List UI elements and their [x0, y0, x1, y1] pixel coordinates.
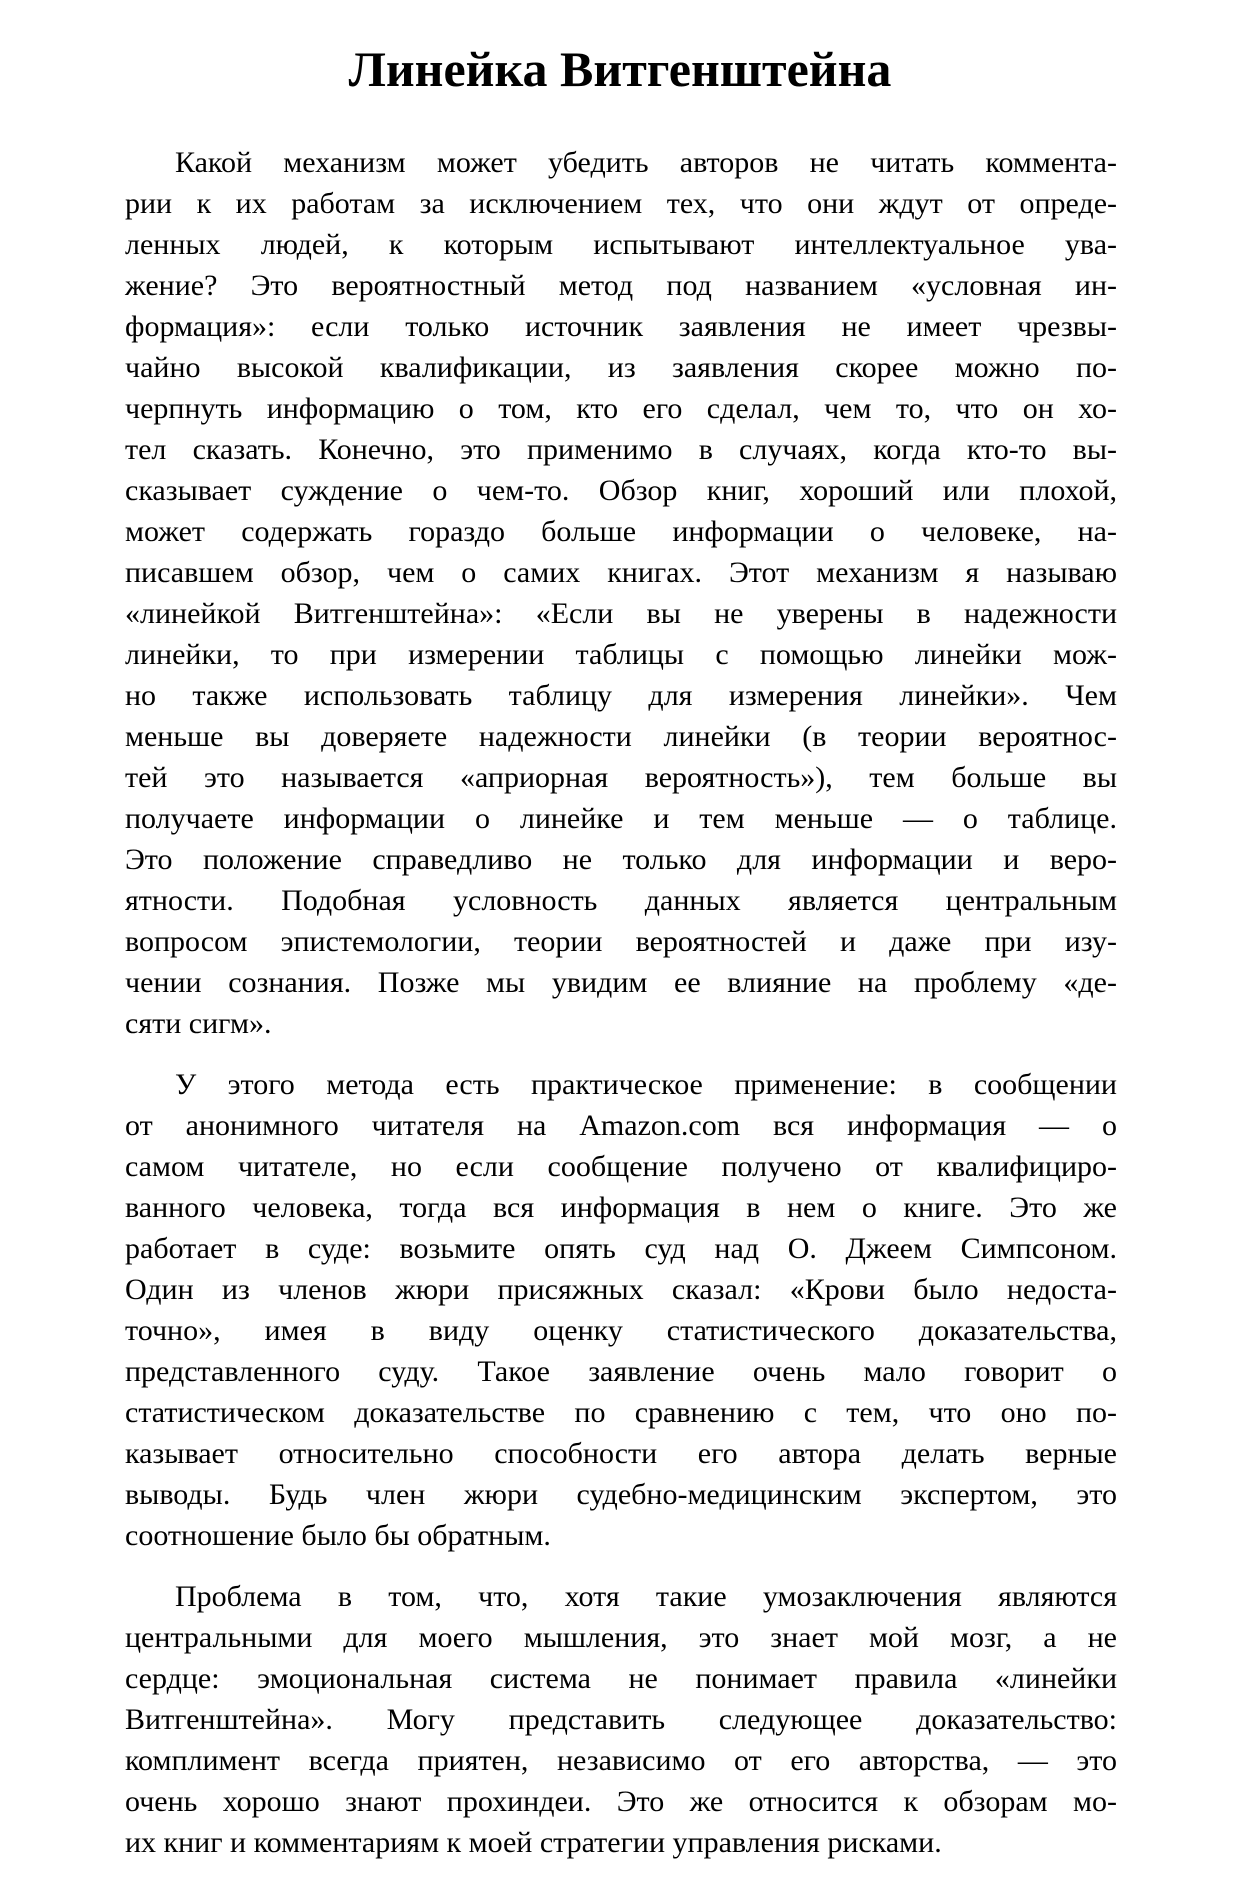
- text-line: Это положение справедливо не только для информации и веро-: [125, 843, 1117, 876]
- text-line: казывает относительно способности его автора делать верные: [125, 1437, 1117, 1470]
- text-line: Проблема в том, что, хотя такие умозаключения являются: [175, 1580, 1117, 1613]
- text-line: вопросом эпистемологии, теории вероятностей и даже при изу-: [125, 925, 1117, 958]
- text-line: «линейкой Витгенштейна»: «Если вы не уверены в надежности: [125, 597, 1117, 630]
- text-line: Какой механизм может убедить авторов не читать коммента-: [175, 146, 1117, 179]
- text-line: точно», имея в виду оценку статистического доказательства,: [125, 1314, 1117, 1347]
- text-line: представленного суду. Такое заявление очень мало говорит о: [125, 1355, 1117, 1388]
- text-line: чайно высокой квалификации, из заявления скорее можно по-: [125, 351, 1117, 384]
- text-line: выводы. Будь член жюри судебно-медицинским экспертом, это: [125, 1478, 1117, 1511]
- text-line: центральными для моего мышления, это знает мой мозг, а не: [125, 1621, 1117, 1654]
- text-line: тей это называется «априорная вероятность»), тем больше вы: [125, 761, 1117, 794]
- text-line: комплимент всегда приятен, независимо от его авторства, — это: [125, 1744, 1117, 1777]
- text-line: получаете информации о линейке и тем меньше — о таблице.: [125, 802, 1117, 835]
- paragraph-2: [125, 1064, 1117, 1556]
- text-line: формация»: если только источник заявления не имеет чрезвы-: [125, 310, 1117, 343]
- text-line: работает в суде: возьмите опять суд над О. Джеем Симпсоном.: [125, 1232, 1117, 1265]
- page-title: Линейка Витгенштейна: [348, 41, 892, 97]
- text-line: ленных людей, к которым испытывают интеллектуальное ува-: [125, 228, 1117, 261]
- text-line: чении сознания. Позже мы увидим ее влияние на проблему «де-: [125, 966, 1117, 999]
- text-line: писавшем обзор, чем о самих книгах. Этот механизм я называю: [125, 556, 1117, 589]
- text-line: ванного человека, тогда вся информация в нем о книге. Это же: [125, 1191, 1117, 1224]
- text-line: меньше вы доверяете надежности линейки (в теории вероятнос-: [125, 720, 1117, 753]
- text-line: сердце: эмоциональная система не понимает правила «линейки: [125, 1662, 1117, 1695]
- text-line: сяти сигм».: [125, 1007, 272, 1040]
- paragraph-1: [125, 142, 1117, 1044]
- text-line: их книг и комментариям к моей стратегии управления рисками.: [125, 1826, 942, 1859]
- paragraph-3: [125, 1576, 1117, 1863]
- text-line: У этого метода есть практическое применение: в сообщении: [175, 1068, 1117, 1101]
- text-line: но также использовать таблицу для измерения линейки». Чем: [125, 679, 1117, 712]
- text-line: тел сказать. Конечно, это применимо в случаях, когда кто-то вы-: [125, 433, 1117, 466]
- text-line: Витгенштейна». Могу представить следующее доказательство:: [125, 1703, 1117, 1736]
- text-line: статистическом доказательстве по сравнению с тем, что оно по-: [125, 1396, 1117, 1429]
- text-line: соотношение было бы обратным.: [125, 1519, 551, 1552]
- text-line: самом читателе, но если сообщение получено от квалифициро-: [125, 1150, 1117, 1183]
- text-line: линейки, то при измерении таблицы с помощью линейки мож-: [125, 638, 1117, 671]
- text-line: Один из членов жюри присяжных сказал: «Крови было недоста-: [125, 1273, 1117, 1306]
- text-line: ятности. Подобная условность данных является центральным: [125, 884, 1117, 917]
- text-line: может содержать гораздо больше информации о человеке, на-: [125, 515, 1117, 548]
- text-line: сказывает суждение о чем-то. Обзор книг, хороший или плохой,: [125, 474, 1117, 507]
- text-line: очень хорошо знают прохиндеи. Это же относится к обзорам мо-: [125, 1785, 1117, 1818]
- text-line: черпнуть информацию о том, кто его сделал, чем то, что он хо-: [125, 392, 1117, 425]
- text-line: рии к их работам за исключением тех, что они ждут от опреде-: [125, 187, 1117, 220]
- text-line: от анонимного читателя на Amazon.com вся информация — о: [125, 1109, 1117, 1142]
- text-body: [125, 142, 1117, 1863]
- text-line: жение? Это вероятностный метод под названием «условная ин-: [125, 269, 1117, 302]
